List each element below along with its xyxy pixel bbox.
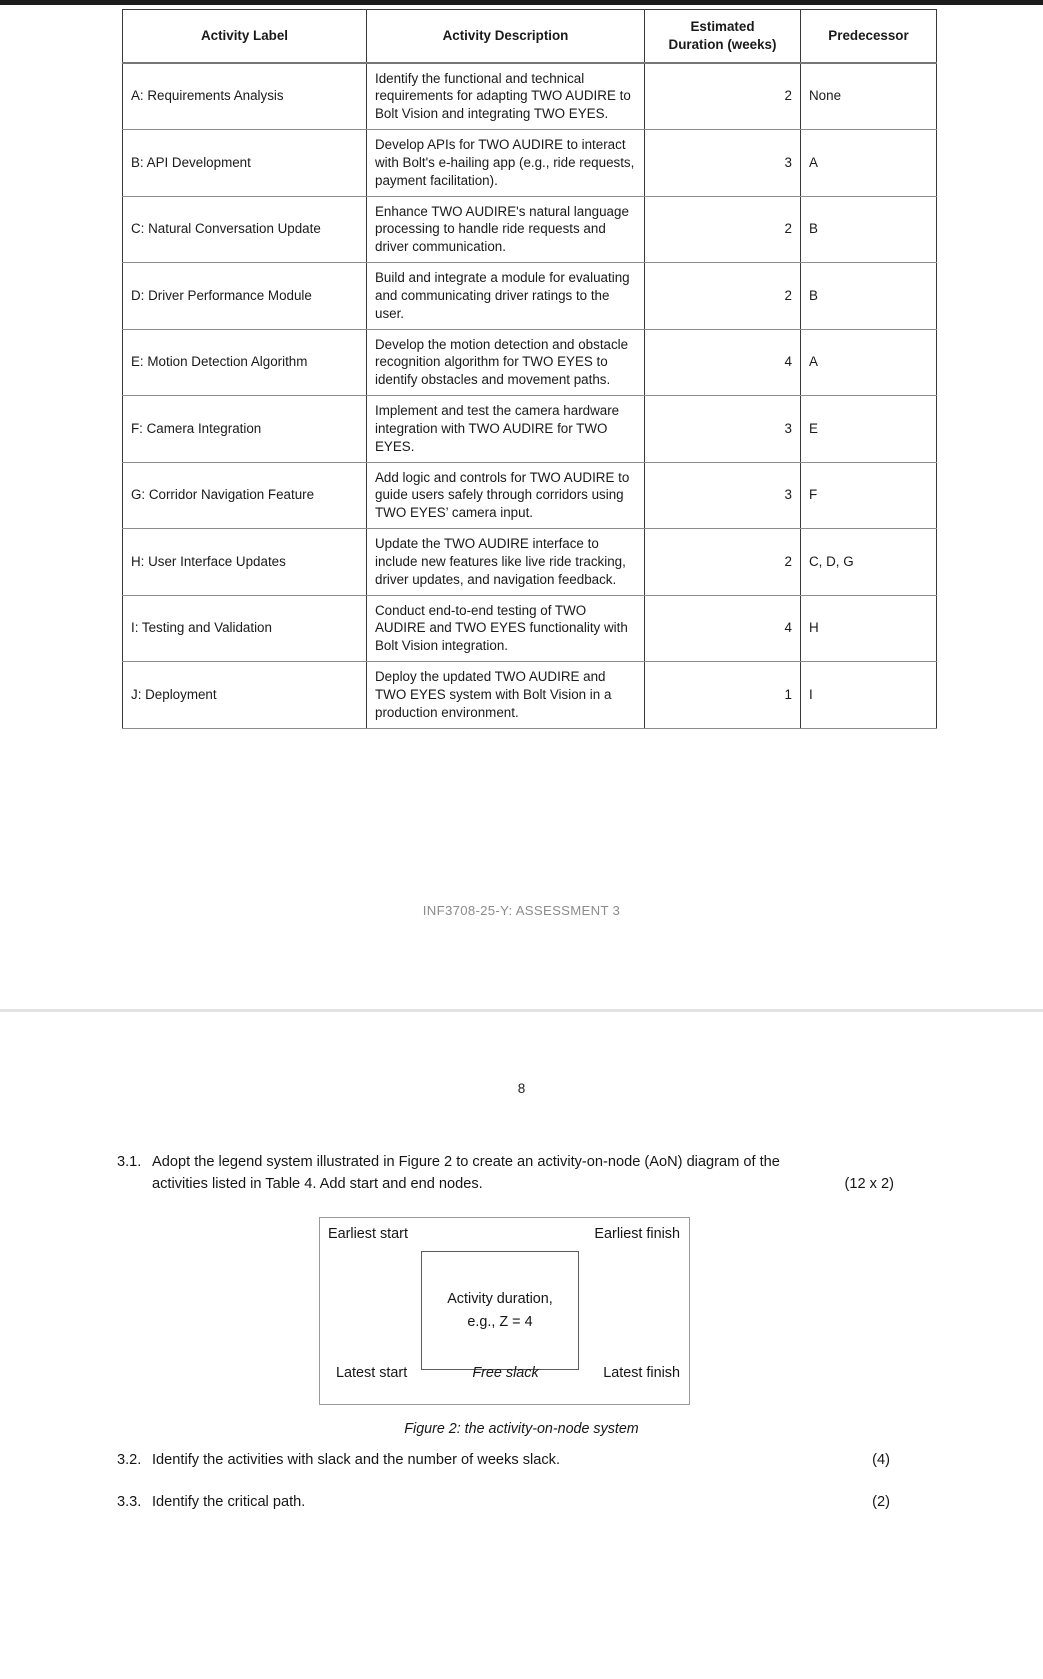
cell-predecessor: A [801,329,937,395]
column-header-activity-label: Activity Label [123,10,367,63]
table-row [123,130,937,196]
cell-predecessor: None [801,63,937,130]
page-number: 8 [517,1081,526,1096]
cell-predecessor: B [801,263,937,329]
question-3-3-body [152,1491,890,1513]
column-header-predecessor: Predecessor [801,10,937,63]
cell-duration: 2 [645,529,801,595]
cell-predecessor: A [801,130,937,196]
cell-duration: 1 [645,662,801,728]
column-header-estimated-duration [645,10,801,63]
document-footer: INF3708-25-Y: ASSESSMENT 3 [422,903,621,918]
question-3-3 [100,1491,890,1513]
cell-predecessor: B [801,196,937,262]
cell-predecessor: E [801,396,937,462]
cell-predecessor: C, D, G [801,529,937,595]
cell-activity-description: Implement and test the camera hardware integration with TWO AUDIRE for TWO EYES. [367,396,645,462]
cell-activity-description: Identify the functional and technical requirements for adapting TWO AUDIRE to Bolt Vision and integrating TWO EYES. [367,63,645,130]
cell-activity-label: I: Testing and Validation [123,595,367,661]
cell-activity-description: Build and integrate a module for evaluating and communicating driver ratings to the user. [367,263,645,329]
question-3-1-line2: activities listed in Table 4. Add start and end nodes. [152,1176,483,1193]
cell-activity-label: H: User Interface Updates [123,529,367,595]
cell-duration: 4 [645,329,801,395]
cell-predecessor: F [801,462,937,528]
cell-duration: 2 [645,63,801,130]
legend-duration-line1: Activity duration, [447,1291,553,1308]
page-gap [0,993,1043,1021]
question-3-1-line2-wrap [152,1173,894,1195]
legend-activity-duration-box [421,1251,579,1370]
table-header-row [123,10,937,63]
legend-earliest-finish-label: Earliest finish [594,1226,680,1242]
table-row [123,462,937,528]
question-3-1-number: 3.1. [117,1154,142,1170]
table-row [123,63,937,130]
cell-activity-label: A: Requirements Analysis [123,63,367,130]
cell-activity-description: Deploy the updated TWO AUDIRE and TWO EYES system with Bolt Vision in a production environment. [367,662,645,728]
question-3-2-body [152,1449,890,1471]
cell-predecessor: H [801,595,937,661]
table-row [123,196,937,262]
cell-activity-description: Develop the motion detection and obstacle recognition algorithm for TWO EYES to identify obstacles and movement paths. [367,329,645,395]
legend-free-slack-label: Free slack [472,1365,539,1381]
question-3-2 [100,1449,890,1471]
column-header-activity-description: Activity Description [367,10,645,63]
table-row [123,263,937,329]
question-3-1 [100,1151,894,1195]
cell-activity-label: E: Motion Detection Algorithm [123,329,367,395]
column-header-duration-line2: Duration (weeks) [668,36,777,52]
cell-activity-description: Add logic and controls for TWO AUDIRE to guide users safely through corridors using TWO EYES’ camera input. [367,462,645,528]
cell-duration: 3 [645,396,801,462]
cell-activity-label: B: API Development [123,130,367,196]
question-3-1-body [152,1151,894,1195]
table-row [123,662,937,728]
column-header-duration-line1: Estimated [690,19,755,34]
question-3-1-line1: Adopt the legend system illustrated in Figure 2 to create an activity-on-node (AoN) diagram of the [152,1154,780,1170]
cell-activity-label: G: Corridor Navigation Feature [123,462,367,528]
legend-duration-line2: e.g., Z = 4 [467,1313,533,1330]
table-row [123,595,937,661]
cell-duration: 3 [645,130,801,196]
table-row [123,329,937,395]
question-3-3-number: 3.3. [117,1494,142,1510]
cell-duration: 2 [645,263,801,329]
document-page-2 [0,1021,1043,1679]
cell-activity-label: D: Driver Performance Module [123,263,367,329]
cell-activity-description: Conduct end-to-end testing of TWO AUDIRE and TWO EYES functionality with Bolt Vision integration. [367,595,645,661]
table-body [123,63,937,728]
cell-predecessor: I [801,662,937,728]
question-3-3-marks: (2) [872,1494,890,1510]
legend-latest-start-label: Latest start [336,1365,408,1381]
cell-duration: 3 [645,462,801,528]
cell-duration: 4 [645,595,801,661]
document-page-1 [0,5,1043,993]
cell-activity-label: F: Camera Integration [123,396,367,462]
page-separator-bottom [0,1009,1043,1012]
cell-activity-description: Enhance TWO AUDIRE's natural language processing to handle ride requests and driver communication. [367,196,645,262]
question-3-2-number: 3.2. [117,1452,142,1468]
cell-activity-label: C: Natural Conversation Update [123,196,367,262]
cell-activity-description: Develop APIs for TWO AUDIRE to interact with Bolt's e-hailing app (e.g., ride requests, payment facilitation). [367,130,645,196]
table-header [123,10,937,63]
legend-latest-finish-label: Latest finish [603,1365,680,1381]
figure-2-caption: Figure 2: the activity-on-node system [404,1421,639,1437]
legend-earliest-start-label: Earliest start [328,1226,408,1242]
table-row [123,529,937,595]
cell-duration: 2 [645,196,801,262]
table-row [123,396,937,462]
question-3-2-text: Identify the activities with slack and the number of weeks slack. [152,1452,561,1468]
cell-activity-label: J: Deployment [123,662,367,728]
cell-activity-description: Update the TWO AUDIRE interface to include new features like live ride tracking, driver updates, and navigation feedback. [367,529,645,595]
figure-2-legend-box [319,1217,690,1405]
activity-table [122,9,937,729]
question-3-2-marks: (4) [872,1452,890,1468]
question-3-1-marks: (12 x 2) [844,1176,894,1193]
question-3-3-text: Identify the critical path. [152,1494,306,1510]
